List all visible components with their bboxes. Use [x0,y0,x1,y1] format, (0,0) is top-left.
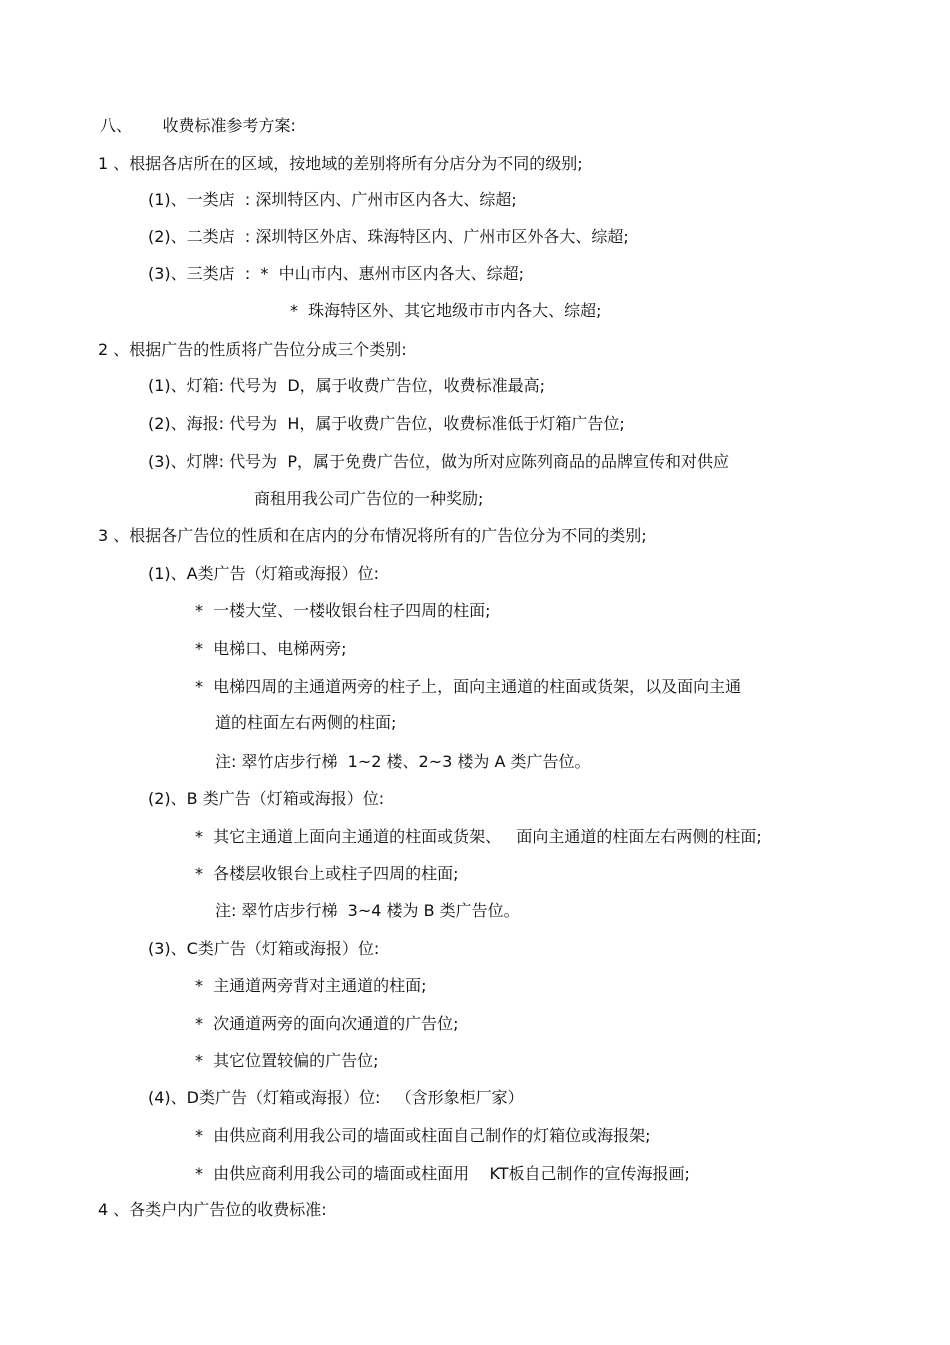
item-1-2: (2)、二类店 : 深圳特区外店、珠海特区内、广州市区外各大、综超; [148,227,629,246]
bullet-a3: * 电梯四周的主通道两旁的柱子上，面向主通道的柱面或货架，以及面向主通 [195,677,742,696]
item-3: 3 、根据各广告位的性质和在店内的分布情况将所有的广告位分为不同的类别; [98,526,647,545]
bullet-c2: * 次通道两旁的面向次通道的广告位; [195,1014,459,1033]
bullet-c3: * 其它位置较偏的广告位; [195,1051,379,1070]
bullet-b2: * 各楼层收银台上或柱子四周的柱面; [195,864,459,883]
item-1-3: (3)、三类店 : * 中山市内、惠州市区内各大、综超; [148,264,524,283]
item-2-2: (2)、海报: 代号为 H，属于收费广告位，收费标准低于灯箱广告位; [148,414,625,433]
item-2-3-cont: 商租用我公司广告位的一种奖励; [254,489,484,508]
item-2-3: (3)、灯牌: 代号为 P，属于免费广告位，做为所对应陈列商品的品牌宣传和对供应 [148,452,729,471]
item-4: 4 、各类户内广告位的收费标准: [98,1200,327,1219]
item-3-1: (1)、A类广告（灯箱或海报）位: [148,564,380,583]
bullet-b1: * 其它主通道上面向主通道的柱面或货架、 面向主通道的柱面左右两侧的柱面; [195,827,762,846]
item-2: 2 、根据广告的性质将广告位分成三个类别: [98,340,407,359]
item-2-1: (1)、灯箱: 代号为 D，属于收费广告位，收费标准最高; [148,376,546,395]
item-1-3-cont: * 珠海特区外、其它地级市市内各大、综超; [290,301,602,320]
bullet-a3-cont: 道的柱面左右两侧的柱面; [215,713,397,732]
item-3-4: (4)、D类广告（灯箱或海报）位: （含形象柜厂家） [148,1088,524,1107]
bullet-d2: * 由供应商利用我公司的墙面或柱面用 KT板自己制作的宣传海报画; [195,1164,690,1183]
bullet-a2: * 电梯口、电梯两旁; [195,639,347,658]
section-heading: 八、 收费标准参考方案: [100,116,296,135]
item-1: 1 、根据各店所在的区域，按地域的差别将所有分店分为不同的级别; [98,154,583,173]
bullet-d1: * 由供应商利用我公司的墙面或柱面自己制作的灯箱位或海报架; [195,1126,651,1145]
note-b: 注: 翠竹店步行梯 3~4 楼为 B 类广告位。 [215,901,520,920]
note-a: 注: 翠竹店步行梯 1~2 楼、2~3 楼为 A 类广告位。 [215,752,591,771]
bullet-c1: * 主通道两旁背对主通道的柱面; [195,976,427,995]
item-3-2: (2)、B 类广告（灯箱或海报）位: [148,789,385,808]
bullet-a1: * 一楼大堂、一楼收银台柱子四周的柱面; [195,601,491,620]
item-3-3: (3)、C类广告（灯箱或海报）位: [148,939,380,958]
item-1-1: (1)、一类店 : 深圳特区内、广州市区内各大、综超; [148,190,517,209]
